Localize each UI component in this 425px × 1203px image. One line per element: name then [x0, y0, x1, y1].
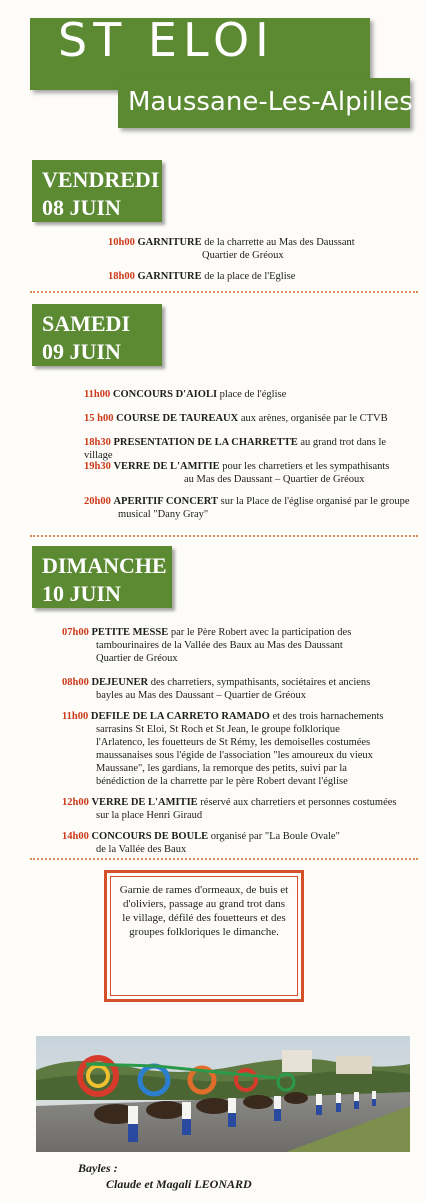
event-name: GARNITURE: [137, 237, 202, 248]
event-desc: de la place de l'Eglise: [201, 271, 296, 282]
event-name: DEJEUNER: [91, 677, 149, 688]
event-name: GARNITURE: [137, 271, 202, 282]
event-name: VERRE DE L'AMITIE: [91, 797, 198, 808]
event-name: APERITIF CONCERT: [113, 496, 219, 507]
parade-photo-icon: [36, 1036, 410, 1152]
event-cont: au Mas des Daussant – Quartier de Gréoux: [184, 474, 365, 485]
parade-photo: [36, 1036, 410, 1152]
event-desc: des charretiers, sympathisants, sociétaires et anciens: [148, 677, 371, 688]
event-time: 07h00: [62, 627, 89, 638]
event-item: [62, 626, 418, 665]
event-name: CONCOURS DE BOULE: [91, 831, 209, 842]
bayles-label: Bayles :: [78, 1161, 118, 1175]
event-desc: et des trois harnachements: [269, 711, 384, 722]
event-cont: sarrasins St Eloi, St Roch et St Jean, le groupe folklorique l'Arlatenco, les fouetteurs de St Rémy, les demoiselles costumées maussanaises sous l'égide de l'association "les amoureux du vieux Maussane", les gardians, la remorque des petits, suivi par la bénédiction de la charrette par le père Robert devant l'église: [96, 724, 373, 787]
event-item: [84, 412, 414, 425]
event-time: 12h00: [62, 797, 89, 808]
event-desc: au grand trot dans le village: [84, 437, 387, 461]
day-date: 08 JUIN: [42, 195, 121, 220]
section-separator: [30, 291, 418, 293]
event-time: 18h00: [108, 271, 135, 282]
event-desc: place de l'église: [217, 389, 287, 400]
event-time: 15 h00: [84, 413, 114, 424]
event-item: [62, 676, 418, 702]
event-time: 10h00: [108, 237, 135, 248]
day-header-samedi: [32, 304, 162, 366]
event-desc: sur la Place de l'église organisé par le groupe: [218, 496, 410, 507]
section-separator: [30, 535, 418, 537]
event-cont: tambourinaires de la Vallée des Baux au Mas des Daussant Quartier de Gréoux: [96, 640, 343, 664]
event-cont: bayles au Mas des Daussant – Quartier de Gréoux: [96, 690, 306, 701]
event-cont: Quartier de Gréoux: [202, 250, 284, 261]
event-desc: par le Père Robert avec la participation des: [168, 627, 352, 638]
event-desc: pour les charretiers et les sympathisants: [219, 461, 390, 472]
event-name: PRESENTATION DE LA CHARRETTE: [113, 437, 298, 448]
event-time: 08h00: [62, 677, 89, 688]
event-desc: organisé par "La Boule Ovale": [208, 831, 340, 842]
section-separator: [30, 858, 418, 860]
event-time: 11h00: [62, 711, 89, 722]
event-cont: de la Vallée des Baux: [96, 844, 187, 855]
day-date: 10 JUIN: [42, 581, 121, 606]
event-cont: sur la place Henri Giraud: [96, 810, 203, 821]
day-header-vendredi: [32, 160, 162, 222]
event-time: 11h00: [84, 389, 111, 400]
event-time: 14h00: [62, 831, 89, 842]
event-item: [84, 436, 414, 462]
event-desc: aux arènes, organisée par le CTVB: [238, 413, 388, 424]
event-item: [84, 388, 414, 401]
event-time: 20h00: [84, 496, 111, 507]
day-header-dimanche: [32, 546, 172, 608]
event-item: [84, 495, 414, 521]
note-box: Garnie de rames d'ormeaux, de buis et d'oliviers, passage au grand trot dans le village, défilé des fouetteurs et des groupes folkloriques le dimanche.: [110, 876, 298, 996]
day-name: VENDREDI: [42, 167, 160, 192]
day-date: 09 JUIN: [42, 339, 121, 364]
event-item: [108, 236, 408, 262]
day-name: DIMANCHE: [42, 553, 167, 578]
event-time: 18h30: [84, 437, 111, 448]
page-subtitle: Maussane-Les-Alpilles: [128, 87, 413, 117]
event-item: [108, 270, 408, 283]
page-title: ST ELOI: [58, 13, 275, 67]
day-name: SAMEDI: [42, 311, 131, 336]
event-item: [84, 460, 414, 486]
bayles-credit: [78, 1160, 252, 1192]
event-name: VERRE DE L'AMITIE: [113, 461, 220, 472]
event-item: [62, 710, 418, 788]
event-desc: de la charrette au Mas des Daussant: [201, 237, 355, 248]
event-name: CONCOURS D'AIOLI: [112, 389, 218, 400]
event-time: 19h30: [84, 461, 111, 472]
event-name: COURSE DE TAUREAUX: [116, 413, 239, 424]
event-item: [62, 796, 418, 822]
event-desc: réservé aux charretiers et personnes costumées: [197, 797, 397, 808]
event-name: PETITE MESSE: [91, 627, 169, 638]
event-item: [62, 830, 418, 856]
event-cont: musical "Dany Gray": [118, 509, 209, 520]
event-name: DEFILE DE LA CARRETO RAMADO: [90, 711, 270, 722]
bayles-names: Claude et Magali LEONARD: [106, 1177, 252, 1191]
